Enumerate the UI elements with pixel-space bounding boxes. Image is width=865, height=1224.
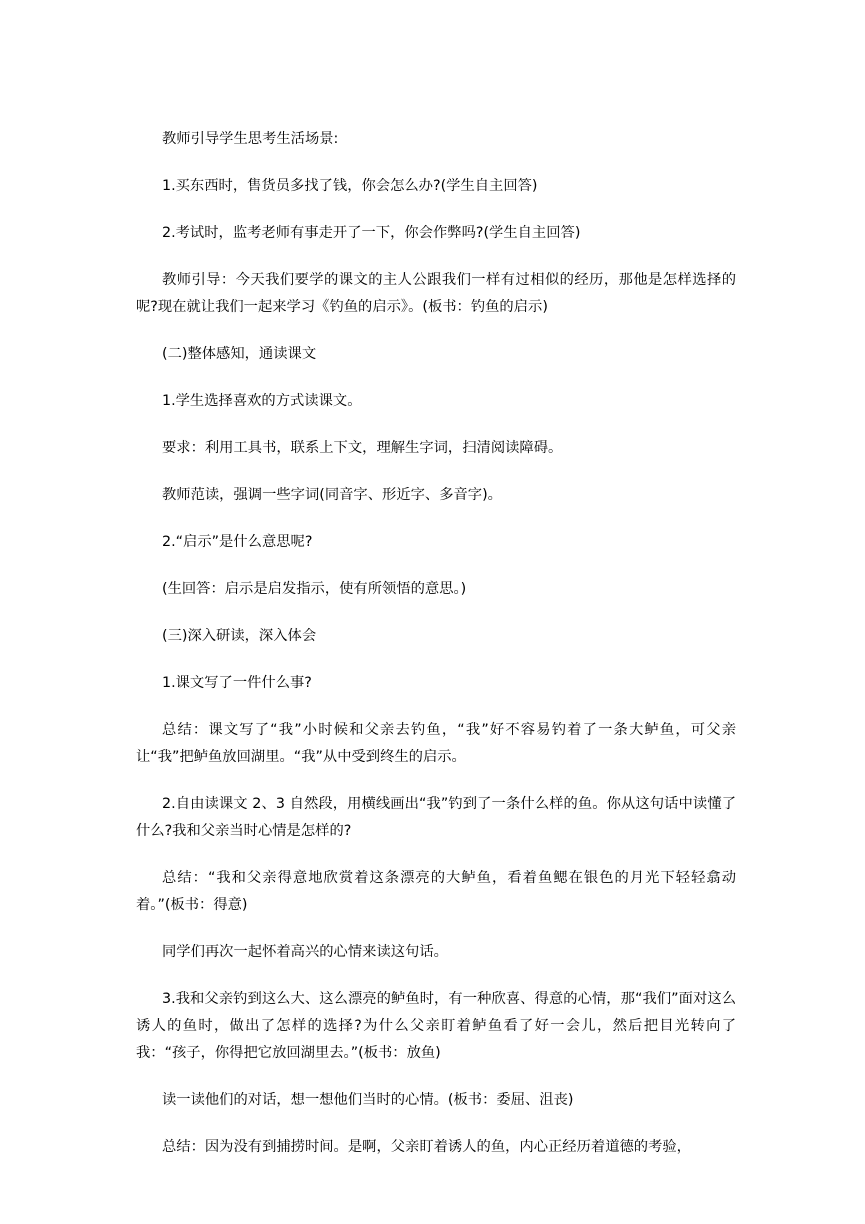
paragraph-question-1: 1.买东西时，售货员多找了钱，你会怎么办?(学生自主回答) [162, 178, 538, 194]
section-heading-3: (三)深入研读，深入体会 [162, 628, 317, 644]
paragraph-summary-2: 总结：“我和父亲得意地欣赏着这条漂亮的大鲈鱼，看着鱼鳃在银色的月光下轻轻翕动着。”(板书：得意) [136, 870, 736, 913]
paragraph-free-reading: 2.自由读课文 2、3 自然段，用横线画出“我”钓到了一条什么样的鱼。你从这句话中读懂了什么?我和父亲当时心情是怎样的? [136, 796, 736, 839]
paragraph-dialogue: 读一读他们的对话，想一想他们当时的心情。(板书：委屈、沮丧) [162, 1092, 574, 1108]
paragraph-read-again: 同学们再次一起怀着高兴的心情来读这句话。 [162, 944, 448, 960]
document-body [136, 126, 736, 1181]
paragraph-what-happened: 1.课文写了一件什么事? [162, 675, 312, 691]
paragraph-question-2: 2.考试时，监考老师有事走开了一下，你会作弊吗?(学生自主回答) [162, 225, 581, 241]
paragraph-intro: 教师引导学生思考生活场景: [162, 131, 339, 147]
section-heading-2: (二)整体感知，通读课文 [162, 346, 317, 362]
paragraph-read-text: 1.学生选择喜欢的方式读课文。 [162, 393, 362, 409]
paragraph-model-reading: 教师范读，强调一些字词(同音字、形近字、多音字)。 [162, 487, 502, 503]
paragraph-student-answer: (生回答：启示是启发指示，使有所领悟的意思。) [162, 581, 467, 597]
paragraph-summary-3: 总结：因为没有到捕捞时间。是啊，父亲盯着诱人的鱼，内心正经历着道德的考验， [162, 1139, 691, 1155]
paragraph-teacher-guide: 教师引导：今天我们要学的课文的主人公跟我们一样有过相似的经历，那他是怎样选择的呢?现在就让我们一起来学习《钓鱼的启示》。(板书：钓鱼的启示) [136, 272, 736, 315]
paragraph-meaning-question: 2.“启示”是什么意思呢? [162, 534, 313, 550]
paragraph-summary-1: 总结：课文写了“我”小时候和父亲去钓鱼，“我”好不容易钓着了一条大鲈鱼，可父亲让“我”把鲈鱼放回湖里。“我”从中受到终生的启示。 [136, 722, 736, 765]
paragraph-choice: 3.我和父亲钓到这么大、这么漂亮的鲈鱼时，有一种欣喜、得意的心情，那“我们”面对这么诱人的鱼时，做出了怎样的选择?为什么父亲盯着鲈鱼看了好一会儿，然后把目光转向了我：“孩子，你得把它放回湖里去。”(板书：放鱼) [136, 991, 736, 1061]
paragraph-requirements: 要求：利用工具书，联系上下文，理解生字词，扫清阅读障碍。 [162, 440, 563, 456]
